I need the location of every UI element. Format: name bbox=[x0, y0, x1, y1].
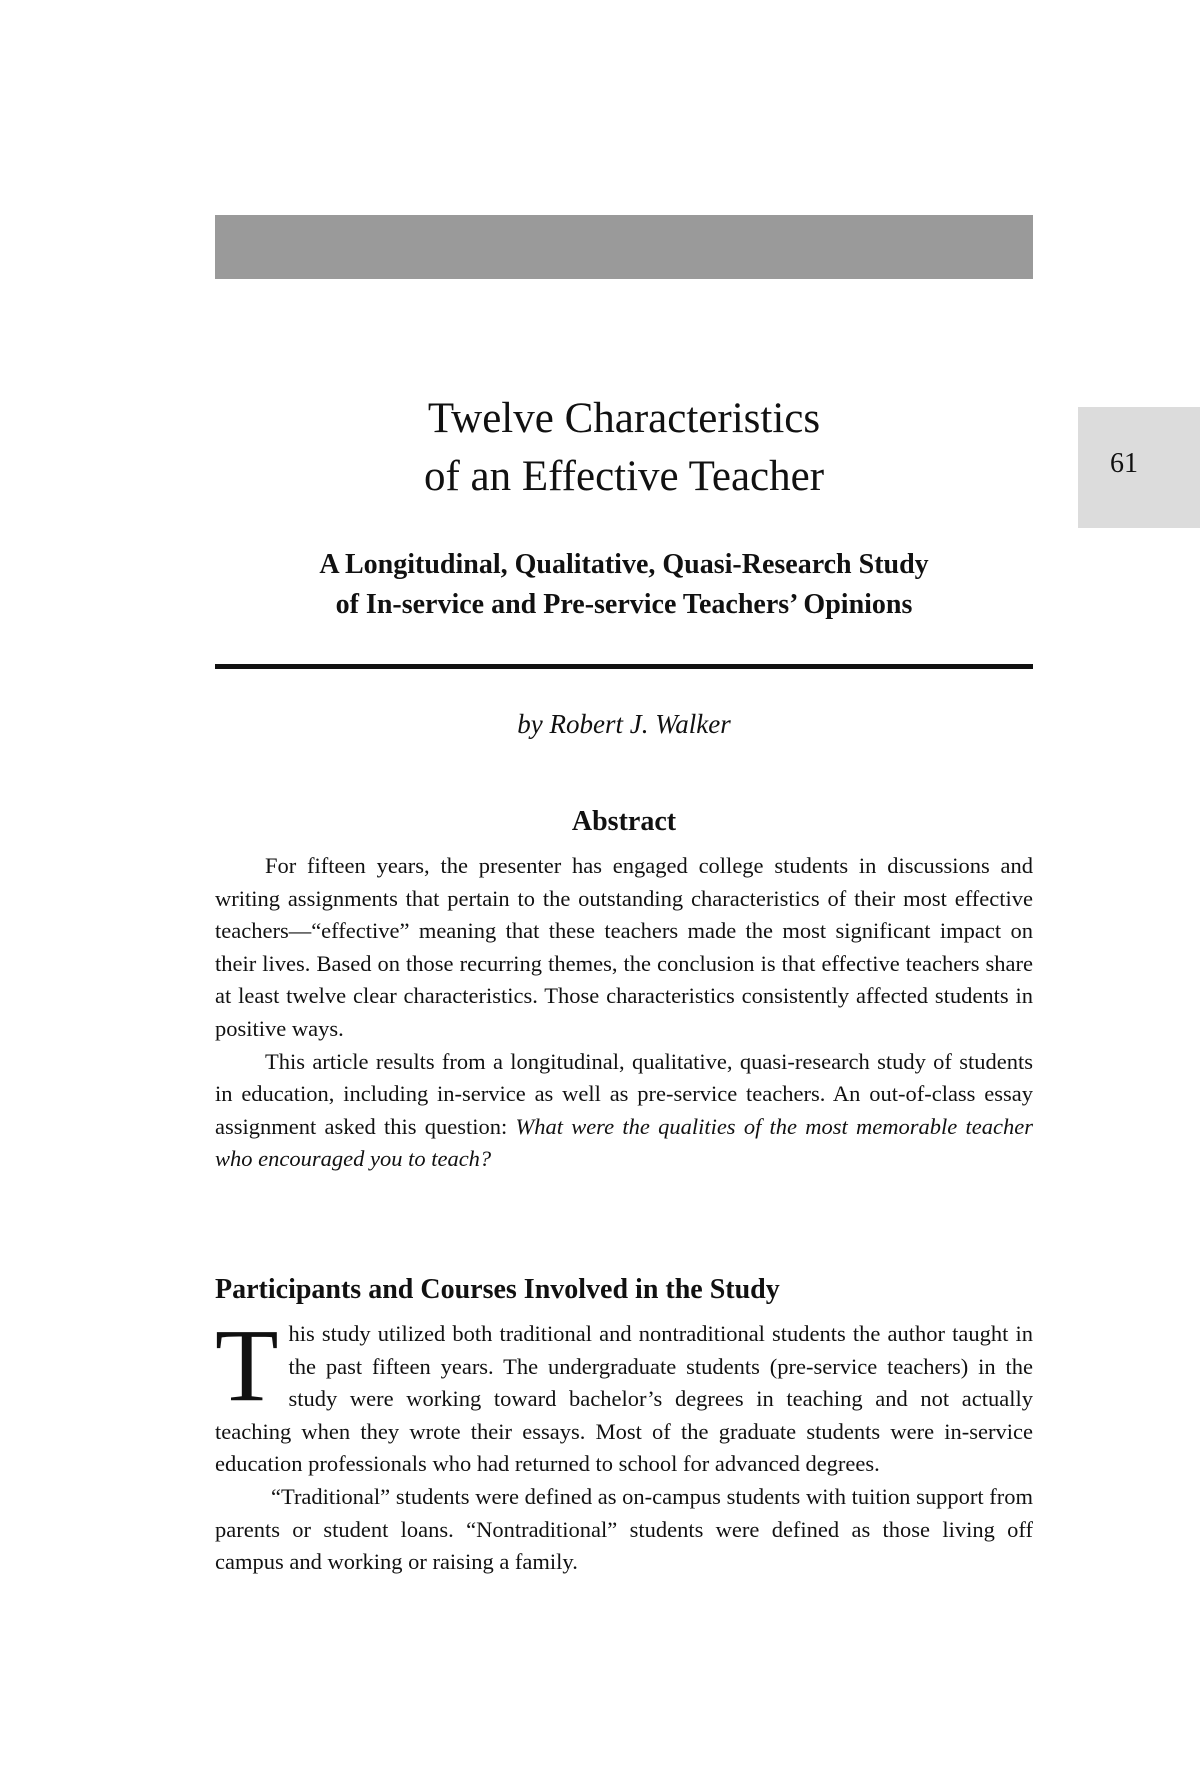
section-body bbox=[215, 1308, 1033, 1579]
title-line-2: of an Effective Teacher bbox=[423, 453, 825, 500]
abstract-paragraph-1: For fifteen years, the presenter has engaged college students in discussions and writing assignments that pertain to the outstanding characteristics of their most effective teachers—“effective” meaning that these teachers made the most significant impact on their lives. Based on those recurring themes, the conclusion is that effective teachers share at least twelve clear characteristics. Those characteristics consistently affected students in positive ways. bbox=[215, 853, 1033, 1041]
page-number-tab bbox=[1078, 407, 1200, 528]
abstract-paragraph-2-text: This article results from a longitudinal, qualitative, quasi-research study of students in education, including in-service as well as pre-service teachers. An out-of-class essay assignment asked this question: bbox=[215, 1048, 1033, 1139]
header-bar bbox=[215, 215, 1033, 279]
abstract-heading: Abstract bbox=[571, 806, 677, 837]
abstract-body bbox=[215, 850, 1033, 1176]
subtitle-line-2: of In-service and Pre-service Teachers’ Opinions bbox=[335, 589, 913, 620]
subtitle-line-1: A Longitudinal, Qualitative, Quasi-Research Study bbox=[319, 549, 929, 580]
article-title bbox=[215, 390, 1033, 506]
title-divider bbox=[215, 664, 1033, 669]
essay-question: What were the qualities of the most memorable teacher who encouraged you to teach? bbox=[215, 1113, 1033, 1172]
abstract-paragraph-2 bbox=[215, 1046, 1033, 1176]
title-line-1: Twelve Characteristics bbox=[427, 395, 821, 442]
section-paragraph-2: “Traditional” students were defined as on-campus students with tuition support from parents or student loans. “Nontraditional” students were defined as those living off campus and working or raising a family. bbox=[215, 1483, 1033, 1575]
section-paragraph-1 bbox=[215, 1308, 1033, 1481]
article-subtitle bbox=[215, 545, 1033, 625]
page-number: 61 bbox=[1110, 448, 1138, 479]
section-heading: Participants and Courses Involved in the Study bbox=[215, 1274, 780, 1305]
author-byline: by Robert J. Walker bbox=[517, 709, 731, 739]
section-paragraph-1-text: his study utilized both traditional and nontraditional students the author taught in the past fifteen years. The undergraduate students (pre-service teachers) in the study were working toward bachelor’s degrees in teaching and not actually teaching when they wrote their essays. Most of the graduate students were in-service education professionals who had returned to school for advanced degrees. bbox=[215, 1321, 1033, 1477]
drop-cap: T bbox=[215, 1308, 279, 1423]
